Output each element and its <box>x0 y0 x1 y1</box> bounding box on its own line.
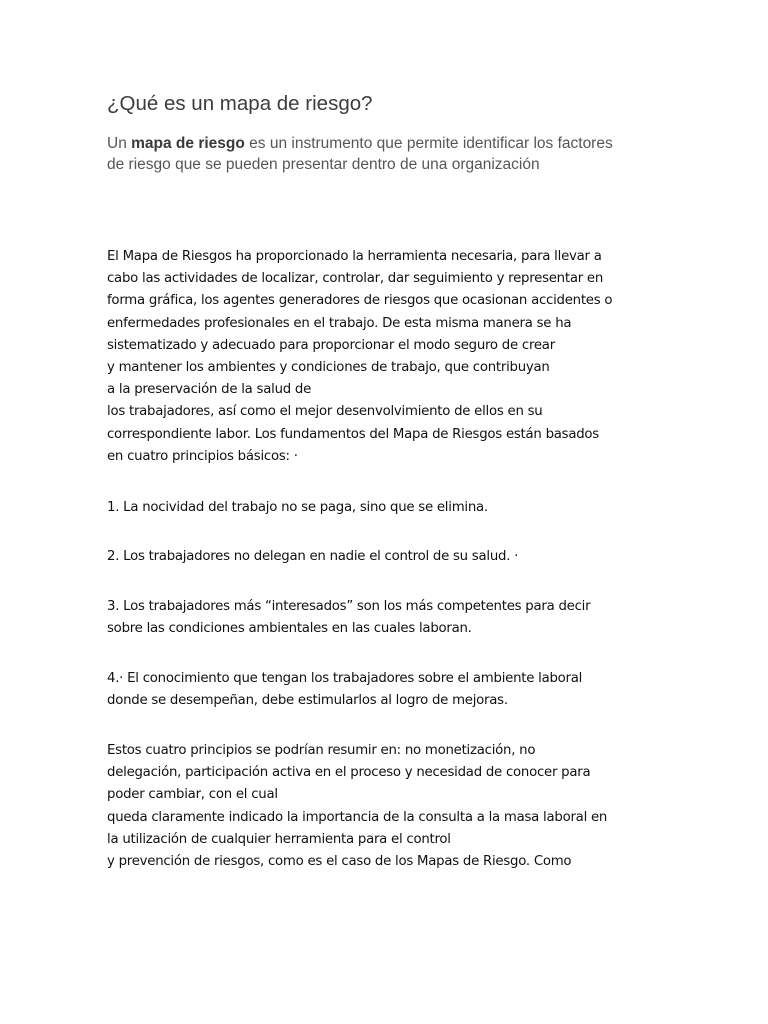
summary-paragraph-line: Estos cuatro principios se podrían resumir en: no monetización, no <box>107 743 536 758</box>
main-paragraph-line: correspondiente labor. Los fundamentos del Mapa de Riesgos están basados <box>107 426 599 442</box>
summary-paragraph-line: y prevención de riesgos, como es el caso de los Mapas de Riesgo. Como <box>107 854 572 870</box>
principle-item-1 <box>107 497 687 519</box>
main-paragraph-line: sistematizado y adecuado para proporcionar el modo seguro de crear <box>107 337 555 353</box>
intro-suffix: es un instrumento que permite identificar los factores <box>244 135 613 152</box>
main-paragraph-line: enfermedades profesionales en el trabajo. De esta misma manera se ha <box>107 315 572 331</box>
principle-line: sobre las condiciones ambientales en las cuales laboran. <box>107 621 472 637</box>
main-paragraph-line: El Mapa de Riesgos ha proporcionado la herramienta necesaria, para llevar a <box>107 249 602 264</box>
principle-line: 1. La nocividad del trabajo no se paga, sino que se elimina. <box>107 500 488 515</box>
intro-prefix: Un <box>107 135 132 152</box>
intro-bold-term: mapa de riesgo <box>131 135 245 152</box>
intro-line-2: de riesgo que se pueden presentar dentro de una organización <box>107 156 540 173</box>
main-paragraph-line: y mantener los ambientes y condiciones de trabajo, que contribuyan <box>107 360 550 376</box>
main-paragraph-line: en cuatro principios básicos: · <box>107 448 298 464</box>
principle-item-4 <box>107 668 687 712</box>
main-paragraph-line: forma gráfica, los agentes generadores de riesgos que ocasionan accidentes o <box>107 293 613 309</box>
principle-line: 3. Los trabajadores más “interesados” son los más competentes para decir <box>107 599 591 614</box>
summary-paragraph-line: delegación, participación activa en el proceso y necesidad de conocer para <box>107 765 591 781</box>
summary-paragraph <box>107 740 687 873</box>
principle-line: donde se desempeñan, debe estimularlos al logro de mejoras. <box>107 693 508 709</box>
main-paragraph <box>107 246 687 468</box>
summary-paragraph-line: poder cambiar, con el cual <box>107 787 278 803</box>
main-paragraph-line: cabo las actividades de localizar, controlar, dar seguimiento y representar en <box>107 271 604 287</box>
page-title: ¿Qué es un mapa de riesgo? <box>107 92 373 115</box>
main-paragraph-line: a la preservación de la salud de <box>107 382 312 398</box>
summary-paragraph-line: la utilización de cualquier herramienta para el control <box>107 831 451 847</box>
summary-paragraph-line: queda claramente indicado la importancia de la consulta a la masa laboral en <box>107 809 608 825</box>
principle-line: 2. Los trabajadores no delegan en nadie el control de su salud. · <box>107 549 519 564</box>
principle-item-3 <box>107 596 687 640</box>
principle-line: 4.· El conocimiento que tengan los trabajadores sobre el ambiente laboral <box>107 671 583 686</box>
intro-line-1 <box>107 133 667 154</box>
principle-item-2 <box>107 546 687 568</box>
intro-paragraph <box>107 133 667 175</box>
main-paragraph-line: los trabajadores, así como el mejor desenvolvimiento de ellos en su <box>107 404 543 420</box>
